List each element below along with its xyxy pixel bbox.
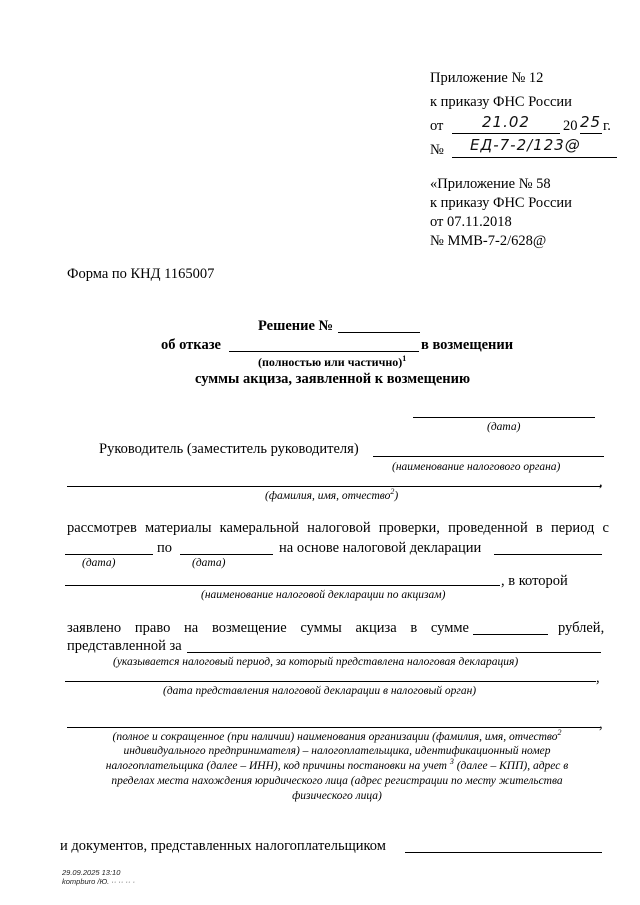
footer-timestamp: 29.09.2025 13:10: [62, 868, 121, 877]
head-label: Руководитель (заместитель руководителя): [99, 441, 359, 457]
refusal-prefix: об отказе: [161, 337, 221, 353]
claim-amount-field[interactable]: [473, 634, 548, 635]
taxpayer-caption-3: налогоплательщика (далее – ИНН), код причины постановки на учет $^3$ (далее – КПП), адрес в: [105, 757, 569, 772]
fio-caption: (фамилия, имя, отчество$^2$): [265, 487, 399, 502]
tax-authority-field[interactable]: [373, 456, 604, 457]
year-underline: [580, 133, 602, 134]
in-which-text: , в которой: [501, 573, 568, 589]
number-prefix: №: [430, 142, 444, 158]
date-prefix: от: [430, 118, 444, 134]
decision-date-field[interactable]: [413, 417, 595, 418]
documents-line: и документов, представленных налогоплательщиком: [60, 838, 386, 854]
declaration-number-field[interactable]: [494, 554, 602, 555]
refusal-extent-field[interactable]: [229, 351, 419, 352]
year-suffix: г.: [603, 118, 611, 134]
period-start-caption: (дата): [82, 557, 116, 569]
decision-subject: суммы акциза, заявленной к возмещению: [195, 371, 471, 387]
declaration-name-field[interactable]: [65, 585, 500, 586]
form-code: Форма по КНД 1165007: [67, 266, 215, 282]
date-underline: [452, 133, 560, 134]
order-line: к приказу ФНС России: [430, 94, 572, 110]
declaration-name-caption: (наименование налоговой декларации по акцизам): [201, 589, 446, 601]
tax-period-field[interactable]: [187, 652, 601, 653]
documents-field[interactable]: [405, 852, 602, 853]
taxpayer-caption-2: индивидуального предпринимателя) – налогоплательщика, идентификационный номер: [123, 745, 551, 757]
fio-comma: ,: [599, 474, 603, 490]
footer-user: kompburo /Ю. ·· ·· ·· ·: [62, 877, 136, 886]
period-start-field[interactable]: [65, 554, 153, 555]
submission-date-field[interactable]: [65, 681, 596, 682]
tax-authority-caption: (наименование налогового органа): [392, 461, 561, 473]
taxpayer-caption-1: (полное и сокращенное (при наличии) наименования организации (фамилия, имя, отчество$^2$: [112, 728, 562, 743]
refusal-caption: (полностью или частично)$^1$: [258, 354, 407, 369]
review-text: рассмотрев материалы камеральной налоговой проверки, проведенной в период с: [67, 520, 609, 536]
handwritten-number: ЕД-7-2/123@: [470, 136, 581, 154]
period-end-field[interactable]: [180, 554, 273, 555]
appendix-line: Приложение № 12: [430, 70, 544, 86]
quote-line-3: от 07.11.2018: [430, 214, 512, 230]
quote-line-1: «Приложение № 58: [430, 176, 551, 192]
refusal-suffix: в возмещении: [421, 337, 514, 353]
decision-number-field[interactable]: [338, 332, 420, 333]
quote-line-2: к приказу ФНС России: [430, 195, 572, 211]
claim-text: заявлено право на возмещение суммы акциза в сумме: [67, 620, 469, 636]
year-prefix: 20: [563, 118, 578, 134]
number-underline: [452, 157, 617, 158]
handwritten-year: 25: [580, 113, 602, 131]
submission-comma: ,: [596, 670, 600, 686]
review-po: по: [157, 540, 173, 556]
period-end-caption: (дата): [192, 557, 226, 569]
decision-date-caption: (дата): [487, 421, 521, 433]
rubles-label: рублей,: [558, 620, 605, 636]
review-basis: на основе налоговой декларации: [279, 540, 482, 556]
submitted-for-label: представленной за: [67, 638, 182, 654]
handwritten-date: 21.02: [482, 113, 530, 131]
submission-date-caption: (дата представления налоговой декларации в налоговый орган): [163, 685, 477, 697]
decision-title: Решение №: [258, 318, 334, 334]
quote-line-4: № ММВ-7-2/628@: [430, 233, 547, 249]
taxpayer-caption-4: пределах места нахождения юридического лица (адрес регистрации по месту жительства: [111, 775, 563, 787]
tax-period-caption: (указывается налоговый период, за который представлена налоговая декларация): [113, 656, 519, 668]
taxpayer-field[interactable]: [67, 727, 600, 728]
fio-field[interactable]: [67, 486, 601, 487]
taxpayer-comma: ,: [599, 716, 603, 732]
taxpayer-caption-5: физического лица): [292, 790, 382, 802]
